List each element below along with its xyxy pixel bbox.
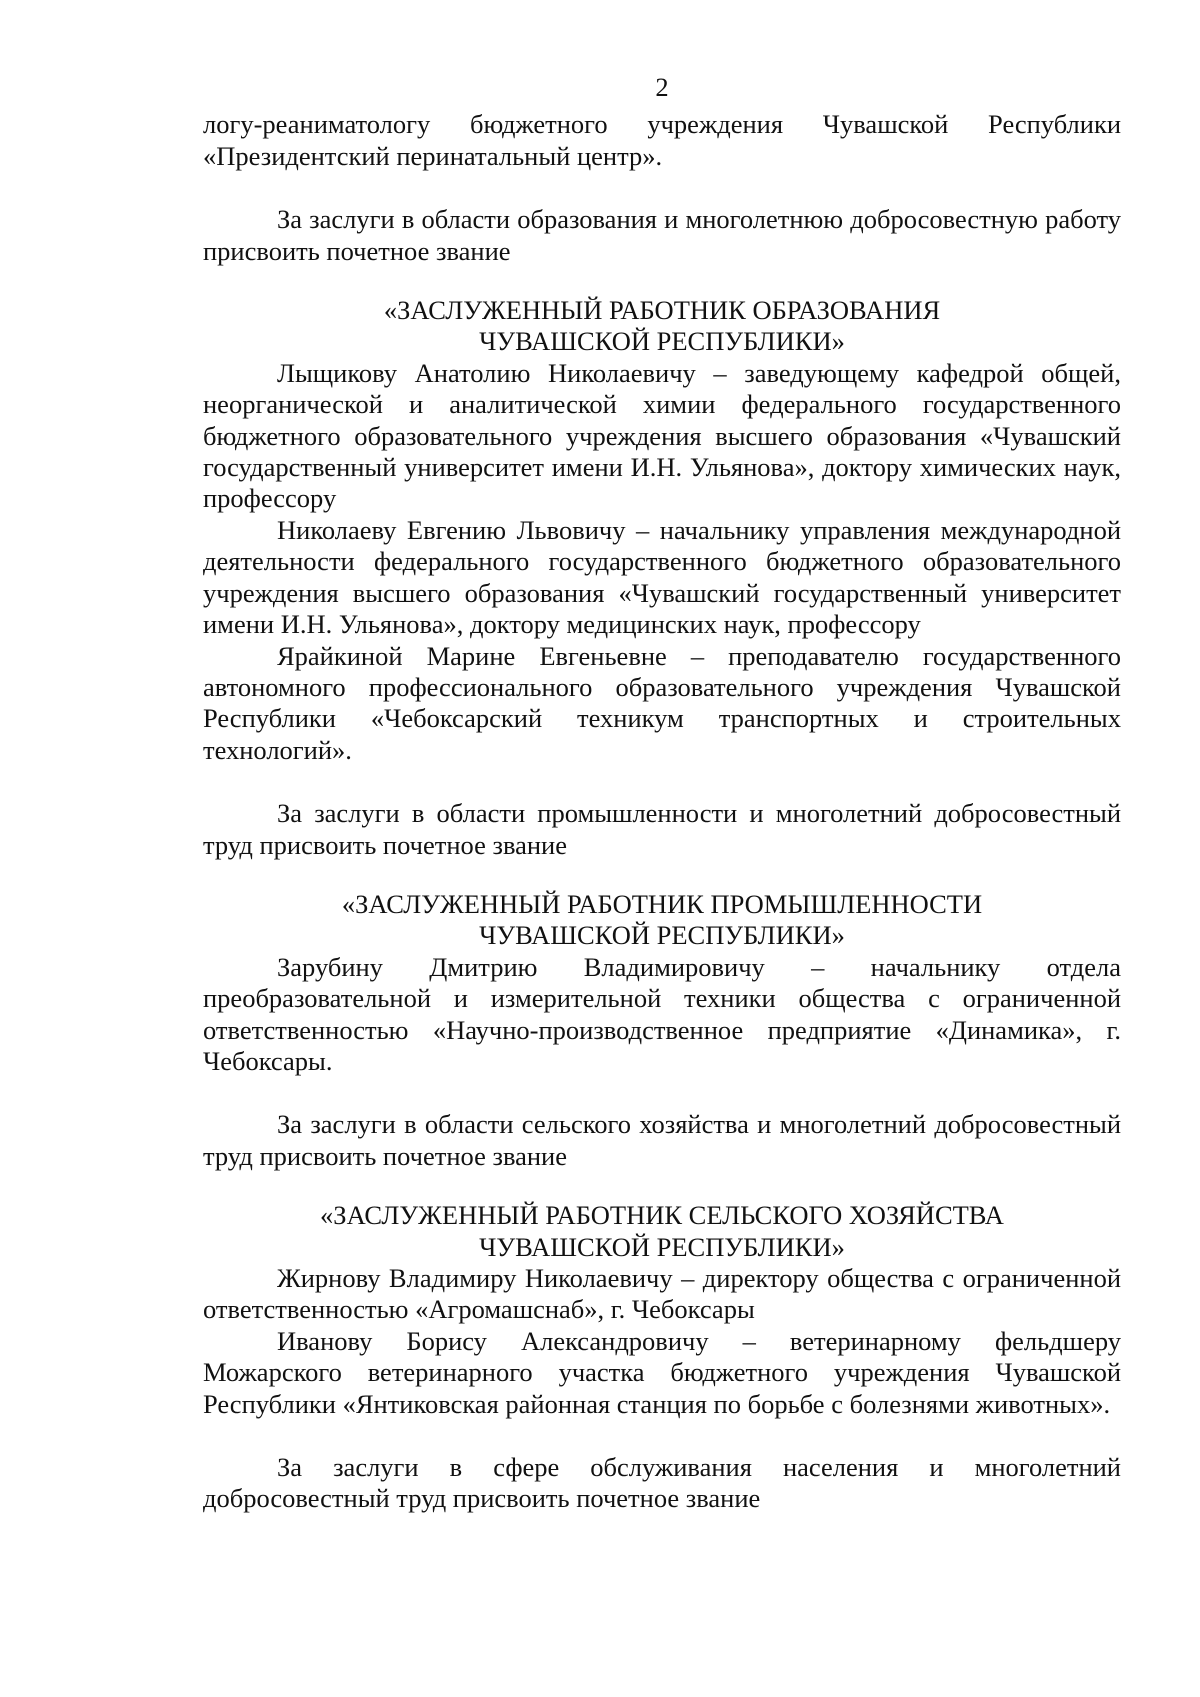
agriculture-award-title <box>203 1200 1121 1263</box>
agriculture-title-line-2: ЧУВАШСКОЙ РЕСПУБЛИКИ» <box>479 1231 845 1262</box>
services-intro: За заслуги в сфере обслуживания населения и многолетний добросовестный труд присвоить почетное звание <box>203 1452 1121 1514</box>
industry-title-line-1: «ЗАСЛУЖЕННЫЙ РАБОТНИК ПРОМЫШЛЕННОСТИ <box>341 888 983 919</box>
intro-continuation: логу-реаниматологу бюджетного учреждения Чувашской Республики «Президентский перинатальный центр». <box>203 109 1121 171</box>
document-page <box>203 72 1121 1515</box>
industry-title-line-2: ЧУВАШСКОЙ РЕСПУБЛИКИ» <box>479 920 845 951</box>
education-award-title <box>203 295 1121 358</box>
agriculture-awardee-1: Жирнову Владимиру Николаевичу – директору общества с ограниченной ответственностью «Агромашснаб», г. Чебоксары <box>203 1263 1121 1325</box>
education-title-line-1: «ЗАСЛУЖЕННЫЙ РАБОТНИК ОБРАЗОВАНИЯ <box>383 295 941 326</box>
education-awardee-1: Лыщикову Анатолию Николаевичу – заведующему кафедрой общей, неорганической и аналитической химии федерального государственного бюджетного образовательного учреждения высшего образования «Чувашский государственный университет имени И.Н. Ульянова», доктору химических наук, профессору <box>203 357 1121 514</box>
education-intro: За заслуги в области образования и многолетнюю добросовестную работу присвоить почетное звание <box>203 204 1121 266</box>
agriculture-intro: За заслуги в области сельского хозяйства и многолетний добросовестный труд присвоить почетное звание <box>203 1109 1121 1171</box>
industry-award-title <box>203 889 1121 952</box>
education-awardee-2: Николаеву Евгению Львовичу – начальнику управления международной деятельности федерального государственного бюджетного образовательного учреждения высшего образования «Чувашский государственный университет имени И.Н. Ульянова», доктору медицинских наук, профессору <box>203 514 1121 640</box>
page-number: 2 <box>655 72 669 102</box>
agriculture-awardee-2: Иванову Борису Александровичу – ветеринарному фельдшеру Можарского ветеринарного участка бюджетного учреждения Чувашской Республики «Янтиковская районная станция по борьбе с болезнями животных». <box>203 1325 1121 1419</box>
industry-intro: За заслуги в области промышленности и многолетний добросовестный труд присвоить почетное звание <box>203 798 1121 860</box>
education-title-line-2: ЧУВАШСКОЙ РЕСПУБЛИКИ» <box>479 326 845 357</box>
agriculture-title-line-1: «ЗАСЛУЖЕННЫЙ РАБОТНИК СЕЛЬСКОГО ХОЗЯЙСТВА <box>320 1200 1004 1231</box>
industry-awardee-1: Зарубину Дмитрию Владимировичу – начальнику отдела преобразовательной и измерительной техники общества с ограниченной ответственностью «Научно-производственное предприятие «Динамика», г. Чебоксары. <box>203 951 1121 1076</box>
education-awardee-3: Ярайкиной Марине Евгеньевне – преподавателю государственного автономного профессионального образовательного учреждения Чувашской Республики «Чебоксарский техникум транспортных и строительных технологий». <box>203 640 1121 765</box>
